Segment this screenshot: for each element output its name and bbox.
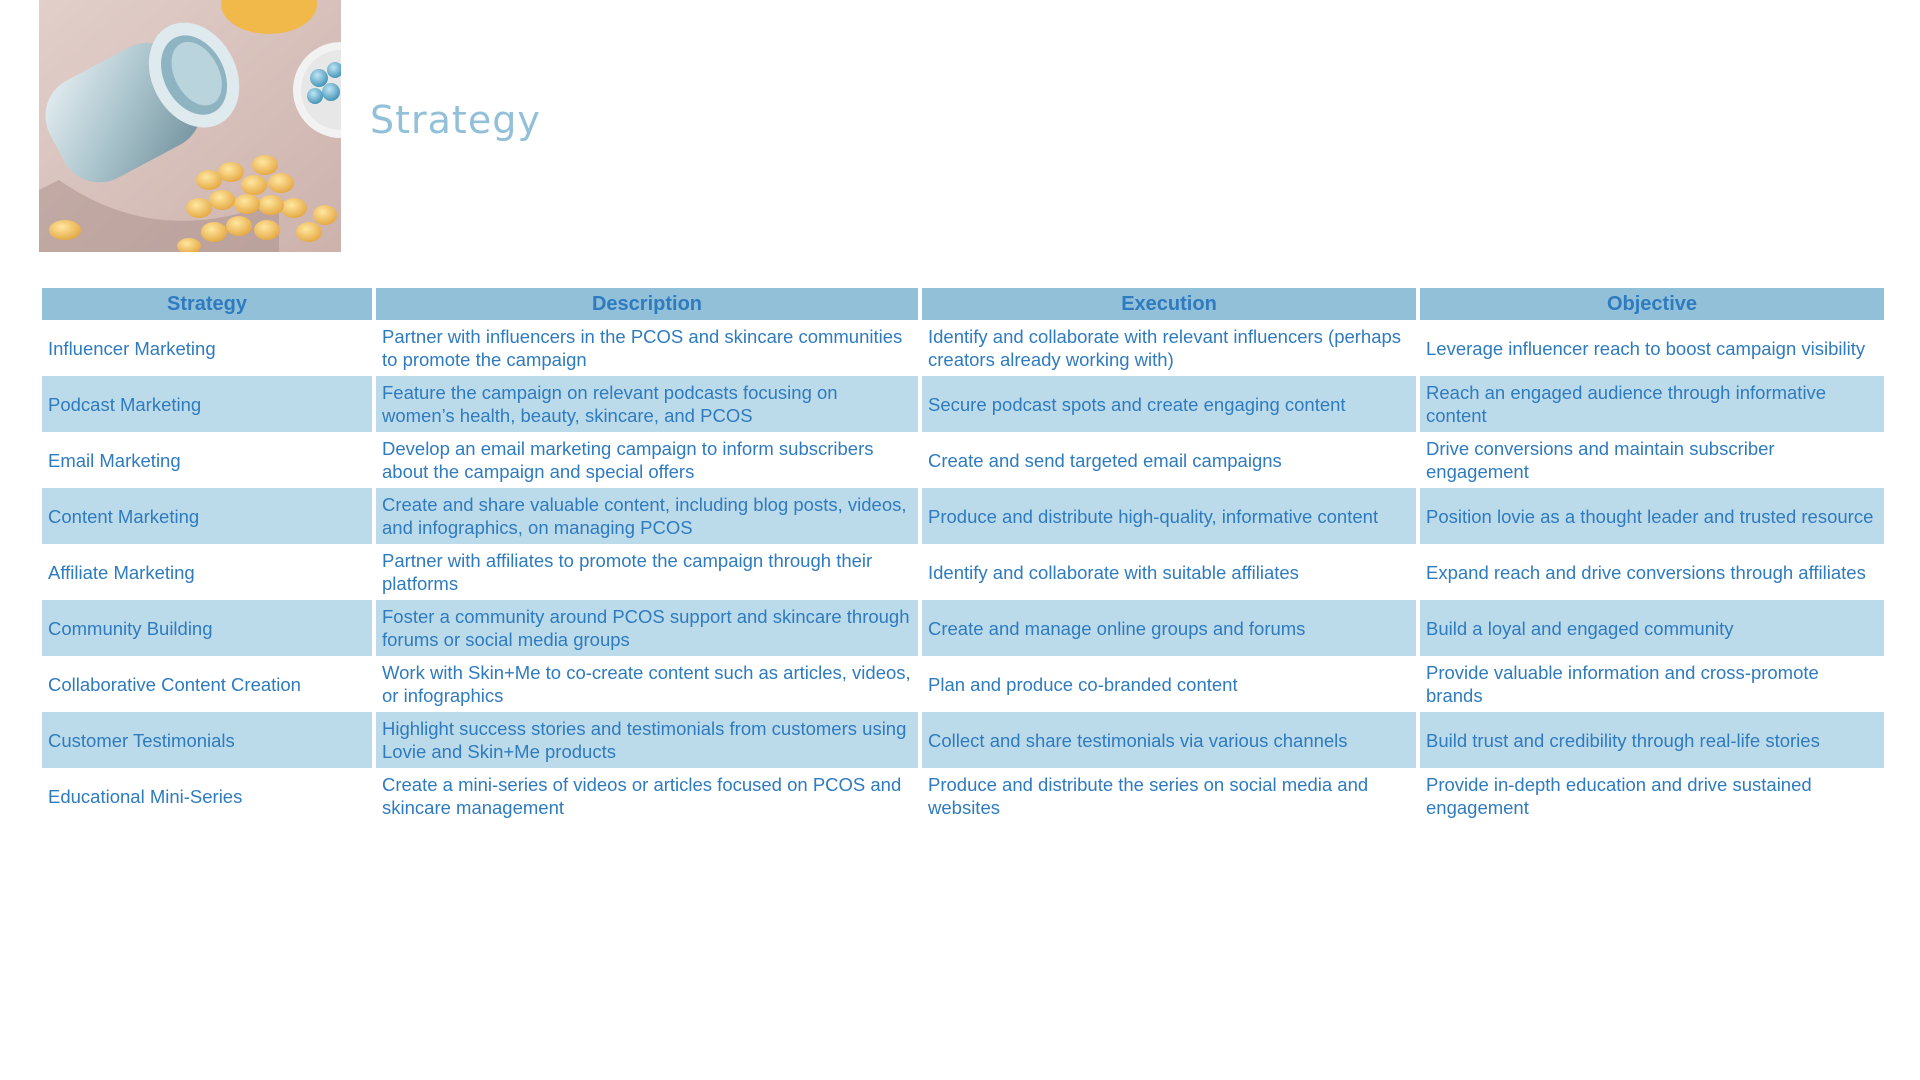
cell-description: Work with Skin+Me to co-create content such as articles, videos, or infographics [376, 656, 918, 712]
table-row [42, 432, 1884, 488]
table-row [42, 600, 1884, 656]
cell-description: Partner with influencers in the PCOS and skincare communities to promote the campaign [376, 320, 918, 376]
cell-execution: Identify and collaborate with suitable affiliates [922, 544, 1416, 600]
cell-description: Develop an email marketing campaign to inform subscribers about the campaign and special offers [376, 432, 918, 488]
cell-description: Create and share valuable content, including blog posts, videos, and infographics, on managing PCOS [376, 488, 918, 544]
cell-execution: Produce and distribute the series on social media and websites [922, 768, 1416, 824]
cell-objective: Provide valuable information and cross-promote brands [1420, 656, 1884, 712]
table-row [42, 488, 1884, 544]
cell-execution: Collect and share testimonials via various channels [922, 712, 1416, 768]
strategy-table [38, 288, 1888, 824]
header-objective: Objective [1420, 288, 1884, 320]
pills-photo [39, 0, 341, 252]
cell-strategy: Customer Testimonials [42, 712, 372, 768]
table-row [42, 768, 1884, 824]
cell-strategy: Podcast Marketing [42, 376, 372, 432]
cell-execution: Create and send targeted email campaigns [922, 432, 1416, 488]
cell-strategy: Email Marketing [42, 432, 372, 488]
cell-objective: Drive conversions and maintain subscriber engagement [1420, 432, 1884, 488]
cell-strategy: Content Marketing [42, 488, 372, 544]
page-title: Strategy [370, 98, 541, 142]
cell-objective: Provide in-depth education and drive sustained engagement [1420, 768, 1884, 824]
cell-description: Foster a community around PCOS support and skincare through forums or social media groups [376, 600, 918, 656]
cell-objective: Leverage influencer reach to boost campaign visibility [1420, 320, 1884, 376]
cell-description: Create a mini-series of videos or articles focused on PCOS and skincare management [376, 768, 918, 824]
table-row [42, 544, 1884, 600]
cell-execution: Secure podcast spots and create engaging content [922, 376, 1416, 432]
cell-strategy: Educational Mini-Series [42, 768, 372, 824]
cell-description: Highlight success stories and testimonials from customers using Lovie and Skin+Me products [376, 712, 918, 768]
table-header-row [42, 288, 1884, 320]
cell-strategy: Affiliate Marketing [42, 544, 372, 600]
cell-strategy: Influencer Marketing [42, 320, 372, 376]
cell-objective: Expand reach and drive conversions through affiliates [1420, 544, 1884, 600]
cell-objective: Build a loyal and engaged community [1420, 600, 1884, 656]
table-row [42, 712, 1884, 768]
cell-execution: Plan and produce co-branded content [922, 656, 1416, 712]
cell-description: Partner with affiliates to promote the campaign through their platforms [376, 544, 918, 600]
cell-execution: Create and manage online groups and forums [922, 600, 1416, 656]
header-execution: Execution [922, 288, 1416, 320]
cell-execution: Produce and distribute high-quality, informative content [922, 488, 1416, 544]
cell-description: Feature the campaign on relevant podcasts focusing on women’s health, beauty, skincare, and PCOS [376, 376, 918, 432]
cell-strategy: Community Building [42, 600, 372, 656]
cell-objective: Position lovie as a thought leader and trusted resource [1420, 488, 1884, 544]
cell-strategy: Collaborative Content Creation [42, 656, 372, 712]
table-row [42, 656, 1884, 712]
cell-objective: Reach an engaged audience through informative content [1420, 376, 1884, 432]
table-row [42, 376, 1884, 432]
cell-execution: Identify and collaborate with relevant influencers (perhaps creators already working with) [922, 320, 1416, 376]
cell-objective: Build trust and credibility through real-life stories [1420, 712, 1884, 768]
header-strategy: Strategy [42, 288, 372, 320]
header-description: Description [376, 288, 918, 320]
table-row [42, 320, 1884, 376]
